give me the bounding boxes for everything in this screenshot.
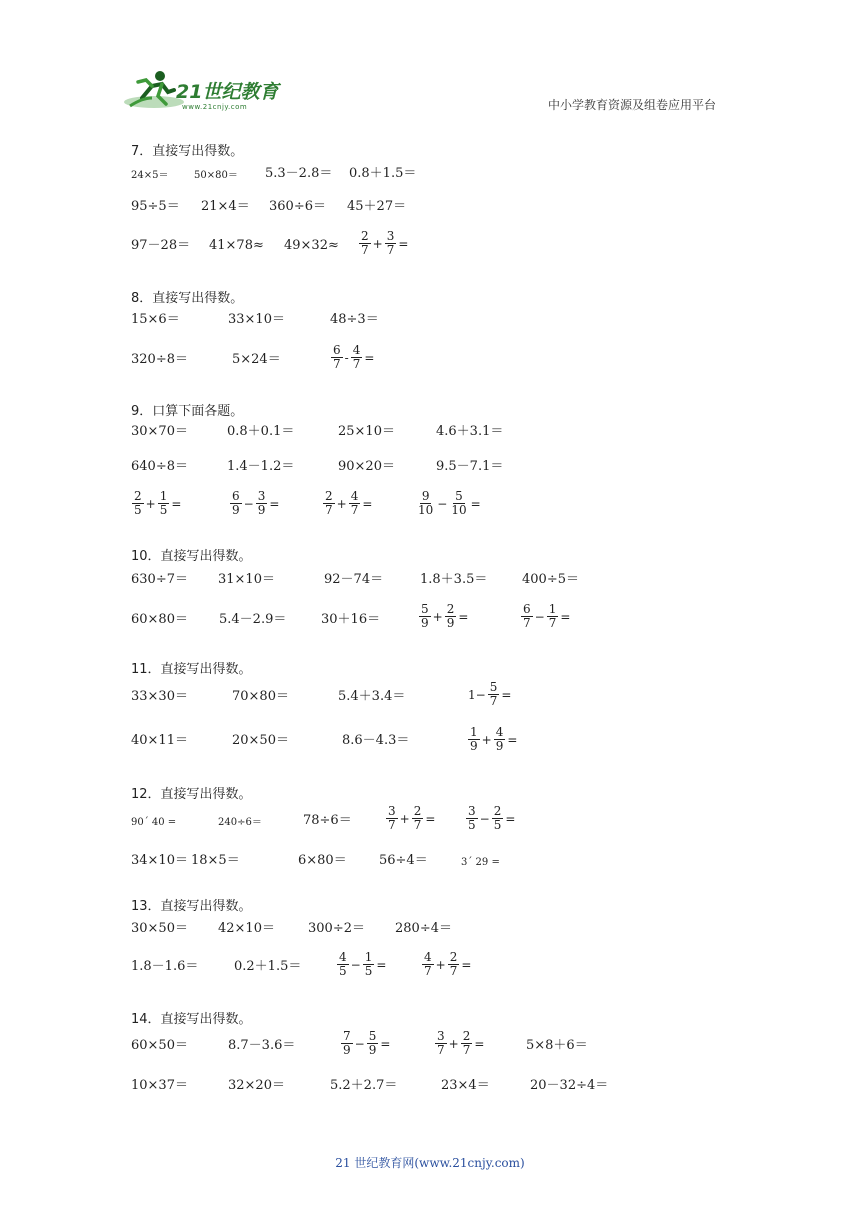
fraction-denominator: 9 bbox=[343, 1043, 351, 1057]
fraction-numerator: 4 bbox=[339, 950, 347, 964]
equals-sign: = bbox=[458, 609, 469, 624]
fraction-expression bbox=[322, 490, 373, 517]
arithmetic-item: 48÷3＝ bbox=[330, 312, 379, 327]
operator: - bbox=[344, 350, 349, 365]
fraction bbox=[419, 603, 431, 630]
operator: + bbox=[432, 609, 443, 624]
arithmetic-item: 400÷5＝ bbox=[522, 572, 579, 587]
fraction bbox=[492, 805, 504, 832]
arithmetic-item: 15×6＝ bbox=[131, 312, 180, 327]
arithmetic-item: 630÷7＝ bbox=[131, 572, 188, 587]
fraction-denominator: 9 bbox=[368, 1043, 377, 1057]
footer-text: 21 世纪教育网(www.21cnjy.com) bbox=[335, 1156, 525, 1170]
logo-url: www.21cnjy.com bbox=[182, 103, 248, 111]
fraction-denominator: 7 bbox=[424, 964, 432, 978]
fraction-numerator: 3 bbox=[257, 489, 266, 503]
fraction-numerator: 3 bbox=[468, 804, 476, 818]
fraction-numerator: 4 bbox=[352, 343, 361, 357]
fraction-expression bbox=[229, 490, 280, 517]
fraction-expression bbox=[330, 344, 375, 371]
fraction-numerator: 2 bbox=[325, 489, 333, 503]
equals-sign: = bbox=[362, 496, 373, 511]
arithmetic-item: 45＋27＝ bbox=[347, 199, 407, 214]
fraction-denominator: 7 bbox=[333, 357, 341, 371]
operator: + bbox=[372, 236, 383, 251]
fraction-numerator: 2 bbox=[446, 602, 455, 616]
equals-sign: = bbox=[461, 957, 472, 972]
fraction bbox=[468, 726, 480, 753]
fraction bbox=[435, 1030, 447, 1057]
arithmetic-item: 8.6－4.3＝ bbox=[342, 733, 410, 748]
header-platform-text: 中小学教育资源及组卷应用平台 bbox=[548, 98, 717, 112]
equals-sign: = bbox=[505, 811, 516, 826]
fraction-expression bbox=[340, 1030, 391, 1057]
arithmetic-item: 49×32≈ bbox=[284, 238, 339, 253]
fraction-numerator: 5 bbox=[489, 680, 498, 694]
fraction-numerator: 5 bbox=[455, 489, 463, 503]
arithmetic-item: 70×80＝ bbox=[232, 689, 289, 704]
arithmetic-item: 360÷6＝ bbox=[269, 199, 326, 214]
operator: + bbox=[399, 811, 410, 826]
fraction-numerator: 3 bbox=[388, 804, 396, 818]
arithmetic-item: 31×10＝ bbox=[218, 572, 275, 587]
arithmetic-item: 5.3－2.8＝ bbox=[265, 166, 333, 181]
arithmetic-item: 92－74＝ bbox=[324, 572, 384, 587]
arithmetic-item: 5.4＋3.4＝ bbox=[338, 689, 406, 704]
fraction-expression bbox=[421, 951, 472, 978]
fraction-denominator: 7 bbox=[350, 503, 359, 517]
arithmetic-item: 90´ 40 = bbox=[131, 817, 177, 828]
arithmetic-item: 5.2＋2.7＝ bbox=[330, 1078, 398, 1093]
fraction bbox=[349, 490, 361, 517]
arithmetic-item: 4.6＋3.1＝ bbox=[436, 424, 504, 439]
fraction-numerator: 4 bbox=[350, 489, 359, 503]
arithmetic-item: 9.5－7.1＝ bbox=[436, 459, 504, 474]
fraction bbox=[351, 344, 363, 371]
fraction-numerator: 2 bbox=[413, 804, 422, 818]
arithmetic-item: 60×50＝ bbox=[131, 1038, 188, 1053]
equals-sign: = bbox=[470, 496, 481, 511]
operator: + bbox=[336, 496, 347, 511]
fraction-numerator: 2 bbox=[462, 1029, 471, 1043]
operator: − bbox=[479, 811, 490, 826]
fraction-denominator: 9 bbox=[421, 616, 429, 630]
fraction-expression bbox=[465, 805, 516, 832]
equals-sign: = bbox=[501, 687, 512, 702]
fraction bbox=[422, 951, 434, 978]
arithmetic-item: 41×78≈ bbox=[209, 238, 264, 253]
arithmetic-item: 32×20＝ bbox=[228, 1078, 285, 1093]
fraction-denominator: 7 bbox=[523, 616, 531, 630]
arithmetic-item: 280÷4＝ bbox=[395, 921, 452, 936]
fraction-denominator: 5 bbox=[339, 964, 347, 978]
fraction-denominator: 7 bbox=[388, 818, 396, 832]
arithmetic-item: 3´ 29 = bbox=[461, 857, 500, 868]
fraction-expression bbox=[336, 951, 387, 978]
fraction bbox=[488, 681, 500, 708]
arithmetic-item: 0.8＋0.1＝ bbox=[227, 424, 295, 439]
fraction bbox=[341, 1030, 353, 1057]
equals-sign: = bbox=[364, 350, 375, 365]
fraction bbox=[386, 805, 398, 832]
fraction-expression bbox=[385, 805, 436, 832]
equals-sign: = bbox=[560, 609, 571, 624]
fraction bbox=[132, 490, 144, 517]
arithmetic-item: 1.8＋3.5＝ bbox=[420, 572, 488, 587]
fraction-denominator: 7 bbox=[325, 503, 333, 517]
problem-title: 12．直接写出得数。 bbox=[131, 787, 252, 802]
arithmetic-item: 30×70＝ bbox=[131, 424, 188, 439]
arithmetic-item: 56÷4＝ bbox=[379, 853, 428, 868]
fraction bbox=[547, 603, 559, 630]
fraction-numerator: 1 bbox=[548, 602, 557, 616]
fraction-numerator: 9 bbox=[421, 489, 430, 503]
problem-title: 7．直接写出得数。 bbox=[131, 144, 244, 159]
arithmetic-item: 320÷8＝ bbox=[131, 352, 188, 367]
fraction-numerator: 2 bbox=[134, 489, 142, 503]
arithmetic-item: 40×11＝ bbox=[131, 733, 188, 748]
fraction-denominator: 5 bbox=[134, 503, 142, 517]
fraction-denominator: 7 bbox=[413, 818, 422, 832]
arithmetic-item: 33×10＝ bbox=[228, 312, 285, 327]
problem-title: 9．口算下面各题。 bbox=[131, 404, 244, 419]
operator: − bbox=[437, 496, 448, 511]
arithmetic-item: 25×10＝ bbox=[338, 424, 395, 439]
fraction-numerator: 6 bbox=[523, 602, 531, 616]
fraction-denominator: 5 bbox=[468, 818, 476, 832]
fraction-denominator: 9 bbox=[470, 739, 478, 753]
arithmetic-item: 5.4－2.9＝ bbox=[219, 612, 287, 627]
fraction-numerator: 6 bbox=[333, 343, 341, 357]
arithmetic-item: 30×50＝ bbox=[131, 921, 188, 936]
operator: − bbox=[350, 957, 361, 972]
equals-sign: = bbox=[507, 732, 518, 747]
arithmetic-item: 0.2＋1.5＝ bbox=[234, 959, 302, 974]
equals-sign: = bbox=[474, 1036, 485, 1051]
arithmetic-item: 30＋16＝ bbox=[321, 612, 381, 627]
fraction-denominator: 9 bbox=[257, 503, 266, 517]
fraction-denominator: 9 bbox=[495, 739, 504, 753]
arithmetic-item: 640÷8＝ bbox=[131, 459, 188, 474]
arithmetic-item: 10×37＝ bbox=[131, 1078, 188, 1093]
site-logo bbox=[122, 68, 292, 114]
problem-title: 10．直接写出得数。 bbox=[131, 549, 252, 564]
operator: + bbox=[145, 496, 156, 511]
operator: − bbox=[534, 609, 545, 624]
fraction-denominator: 7 bbox=[548, 616, 557, 630]
fraction-denominator: 7 bbox=[462, 1043, 471, 1057]
fraction-numerator: 6 bbox=[232, 489, 240, 503]
fraction-numerator: 3 bbox=[437, 1029, 445, 1043]
equals-sign: = bbox=[171, 496, 182, 511]
fraction-denominator: 5 bbox=[364, 964, 373, 978]
fraction-numerator: 7 bbox=[343, 1029, 351, 1043]
arithmetic-item: 21×4＝ bbox=[201, 199, 250, 214]
equals-sign: = bbox=[269, 496, 280, 511]
equals-sign: = bbox=[376, 957, 387, 972]
fraction-expression bbox=[415, 490, 482, 517]
operator: + bbox=[435, 957, 446, 972]
arithmetic-item: 78÷6＝ bbox=[303, 813, 352, 828]
arithmetic-item: 24×5＝ bbox=[131, 170, 169, 181]
operator: − bbox=[243, 496, 254, 511]
fraction-numerator: 5 bbox=[368, 1029, 377, 1043]
fraction bbox=[412, 805, 424, 832]
equals-sign: = bbox=[398, 236, 409, 251]
arithmetic-item: 1.4－1.2＝ bbox=[227, 459, 295, 474]
runner-logo-icon bbox=[122, 68, 292, 114]
fraction-denominator: 5 bbox=[159, 503, 168, 517]
fraction-denominator: 10 bbox=[451, 503, 467, 517]
fraction bbox=[445, 603, 457, 630]
operator: + bbox=[448, 1036, 459, 1051]
fraction bbox=[256, 490, 268, 517]
fraction-numerator: 1 bbox=[470, 725, 478, 739]
fraction bbox=[385, 230, 397, 257]
arithmetic-item: 8.7－3.6＝ bbox=[228, 1038, 296, 1053]
arithmetic-item: 0.8＋1.5＝ bbox=[349, 166, 417, 181]
fraction bbox=[367, 1030, 379, 1057]
fraction bbox=[158, 490, 170, 517]
arithmetic-item: 60×80＝ bbox=[131, 612, 188, 627]
fraction-denominator: 7 bbox=[449, 964, 458, 978]
fraction-numerator: 4 bbox=[495, 725, 504, 739]
fraction bbox=[449, 490, 468, 517]
fraction bbox=[494, 726, 506, 753]
fraction bbox=[337, 951, 349, 978]
fraction-numerator: 1 bbox=[364, 950, 373, 964]
fraction-denominator: 7 bbox=[352, 357, 361, 371]
fraction-denominator: 7 bbox=[489, 694, 498, 708]
operator: − bbox=[354, 1036, 365, 1051]
fraction-expression bbox=[358, 230, 409, 257]
arithmetic-item: 18×5＝ bbox=[191, 853, 240, 868]
fraction bbox=[331, 344, 343, 371]
fraction-expression bbox=[520, 603, 571, 630]
fraction-denominator: 7 bbox=[437, 1043, 445, 1057]
fraction-denominator: 7 bbox=[361, 243, 369, 257]
fraction-denominator: 9 bbox=[232, 503, 240, 517]
arithmetic-item: 90×20＝ bbox=[338, 459, 395, 474]
problem-title: 14．直接写出得数。 bbox=[131, 1012, 252, 1027]
arithmetic-item: 34×10＝ bbox=[131, 853, 188, 868]
arithmetic-item: 20×50＝ bbox=[232, 733, 289, 748]
problem-title: 8．直接写出得数。 bbox=[131, 291, 244, 306]
fraction-expression bbox=[131, 490, 182, 517]
arithmetic-item: 33×30＝ bbox=[131, 689, 188, 704]
fraction-denominator: 7 bbox=[386, 243, 395, 257]
fraction-denominator: 9 bbox=[446, 616, 455, 630]
fraction bbox=[466, 805, 478, 832]
fraction bbox=[363, 951, 375, 978]
fraction-numerator: 5 bbox=[421, 602, 429, 616]
arithmetic-item: 240÷6＝ bbox=[218, 817, 262, 828]
fraction-numerator: 4 bbox=[424, 950, 432, 964]
fraction-expression bbox=[467, 681, 512, 708]
fraction bbox=[416, 490, 435, 517]
equals-sign: = bbox=[425, 811, 436, 826]
fraction bbox=[521, 603, 533, 630]
fraction-expression bbox=[418, 603, 469, 630]
arithmetic-item: 23×4＝ bbox=[441, 1078, 490, 1093]
fraction bbox=[323, 490, 335, 517]
fraction bbox=[461, 1030, 473, 1057]
fraction-numerator: 1 bbox=[159, 489, 168, 503]
fraction-expression bbox=[467, 726, 518, 753]
arithmetic-item: 97－28＝ bbox=[131, 238, 191, 253]
arithmetic-item: 42×10＝ bbox=[218, 921, 275, 936]
fraction bbox=[359, 230, 371, 257]
fraction-numerator: 2 bbox=[493, 804, 502, 818]
fraction bbox=[230, 490, 242, 517]
fraction-expression bbox=[434, 1030, 485, 1057]
arithmetic-item: 1.8－1.6＝ bbox=[131, 959, 199, 974]
operator: + bbox=[481, 732, 492, 747]
arithmetic-item: 5×8＋6＝ bbox=[526, 1038, 588, 1053]
fraction bbox=[448, 951, 460, 978]
logo-text: 21世纪教育 bbox=[176, 81, 279, 103]
fraction-numerator: 3 bbox=[386, 229, 395, 243]
arithmetic-item: 50×80＝ bbox=[194, 170, 238, 181]
arithmetic-item: 6×80＝ bbox=[298, 853, 347, 868]
arithmetic-item: 5×24＝ bbox=[232, 352, 281, 367]
fraction-denominator: 10 bbox=[418, 503, 434, 517]
fraction-numerator: 2 bbox=[449, 950, 458, 964]
arithmetic-item: 300÷2＝ bbox=[308, 921, 365, 936]
fraction-denominator: 5 bbox=[493, 818, 502, 832]
operator: 1− bbox=[468, 687, 486, 702]
fraction-numerator: 2 bbox=[361, 229, 369, 243]
arithmetic-item: 95÷5＝ bbox=[131, 199, 180, 214]
equals-sign: = bbox=[380, 1036, 391, 1051]
arithmetic-item: 20－32÷4＝ bbox=[530, 1078, 609, 1093]
problem-title: 11．直接写出得数。 bbox=[131, 662, 252, 677]
problem-title: 13．直接写出得数。 bbox=[131, 899, 252, 914]
